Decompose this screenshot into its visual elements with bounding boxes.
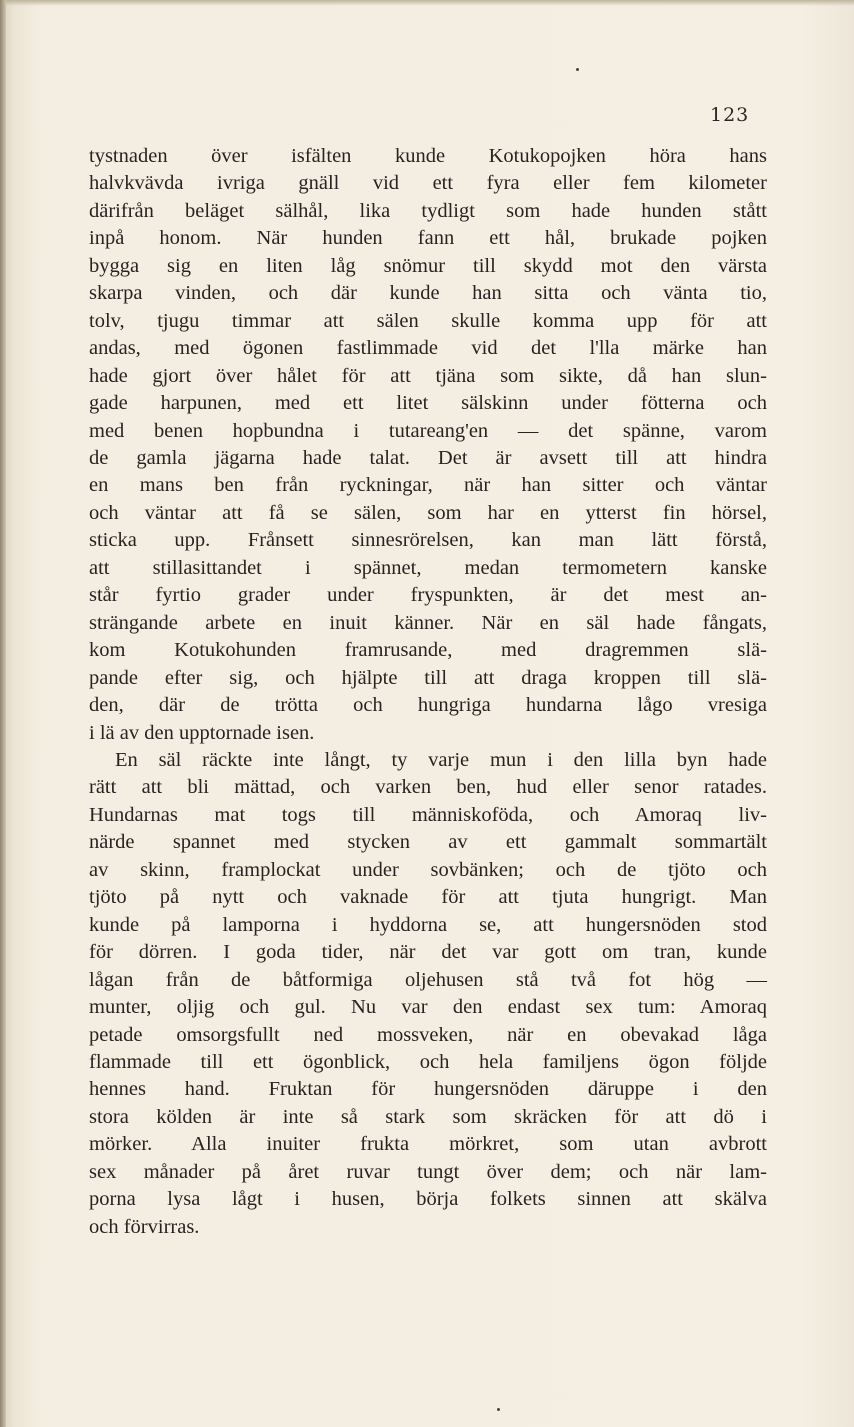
text-line: sticka upp. Frånsett sinnesrörelsen, kan man lätt förstå, xyxy=(89,529,767,552)
ink-speck xyxy=(497,1408,500,1411)
text-line: strängande arbete en inuit känner. När en säl hade fångats, xyxy=(89,611,767,634)
text-line: rätt att bli mättad, och varken ben, hud eller senor ratades. xyxy=(89,776,767,799)
ink-speck xyxy=(576,68,579,71)
text-line: hennes hand. Fruktan för hungersnöden däruppe i den xyxy=(89,1078,767,1101)
text-line: hade gjort över hålet för att tjäna som sikte, då han slun- xyxy=(89,364,767,387)
page-number: 123 xyxy=(710,104,750,126)
text-line: med benen hopbundna i tutareang'en — det spänne, varom xyxy=(89,419,767,442)
text-line: inpå honom. När hunden fann ett hål, brukade pojken xyxy=(89,227,767,250)
text-line: tolv, tjugu timmar att sälen skulle komma upp för att xyxy=(89,309,767,332)
text-line: en mans ben från ryckningar, när han sitter och väntar xyxy=(89,474,767,497)
text-line: därifrån beläget sälhål, lika tydligt som hade hunden stått xyxy=(89,199,767,222)
text-line: de gamla jägarna hade talat. Det är avsett till att hindra xyxy=(89,446,767,469)
text-line: flammade till ett ögonblick, och hela familjens ögon följde xyxy=(89,1050,767,1073)
text-line: närde spannet med stycken av ett gammalt sommartält xyxy=(89,831,767,854)
text-line: den, där de trötta och hungriga hundarna lågo vresiga xyxy=(89,694,767,717)
text-line: kunde på lamporna i hyddorna se, att hungersnöden stod xyxy=(89,913,767,936)
text-line: Hundarnas mat togs till människoföda, och Amoraq liv- xyxy=(89,803,767,826)
text-line: halvkvävda ivriga gnäll vid ett fyra eller fem kilometer xyxy=(89,172,767,195)
text-line: pande efter sig, och hjälpte till att draga kroppen till slä- xyxy=(89,666,767,689)
text-line: och väntar att få se sälen, som har en ytterst fin hörsel, xyxy=(89,501,767,524)
text-line: munter, oljig och gul. Nu var den endast sex tum: Amoraq xyxy=(89,996,767,1019)
body-text xyxy=(89,143,767,1241)
page-spine-shadow xyxy=(0,0,6,1427)
text-line: står fyrtio grader under fryspunkten, är det mest an- xyxy=(89,584,767,607)
text-line: i lä av den upptornade isen. xyxy=(89,721,315,744)
text-line: mörker. Alla inuiter frukta mörkret, som utan avbrott xyxy=(89,1133,767,1156)
paragraph-2 xyxy=(89,747,767,1241)
text-line: för dörren. I goda tider, när det var gott om tran, kunde xyxy=(89,941,767,964)
text-line: En säl räckte inte långt, ty varje mun i den lilla byn hade xyxy=(115,748,767,771)
text-line: tjöto på nytt och vaknade för att tjuta hungrigt. Man xyxy=(89,886,767,909)
text-line: att stillasittandet i spännet, medan termometern kanske xyxy=(89,556,767,579)
text-line: kom Kotukohunden framrusande, med dragremmen slä- xyxy=(89,639,767,662)
text-line: andas, med ögonen fastlimmade vid det l'lla märke han xyxy=(89,337,767,360)
page-top-edge xyxy=(6,0,854,6)
text-line: bygga sig en liten låg snömur till skydd mot den värsta xyxy=(89,254,767,277)
text-line: sex månader på året ruvar tungt över dem; och när lam- xyxy=(89,1160,767,1183)
text-line: stora kölden är inte så stark som skräcken för att dö i xyxy=(89,1105,767,1128)
text-line: gade harpunen, med ett litet sälskinn under fötterna och xyxy=(89,392,767,415)
text-line: av skinn, framplockat under sovbänken; och de tjöto och xyxy=(89,858,767,881)
text-line: tystnaden över isfälten kunde Kotukopojken höra hans xyxy=(89,145,767,167)
text-line: porna lysa lågt i husen, börja folkets sinnen att skälva xyxy=(89,1188,767,1211)
paragraph-1 xyxy=(89,143,767,747)
text-line: petade omsorgsfullt ned mossveken, när en obevakad låga xyxy=(89,1023,767,1046)
text-line: och förvirras. xyxy=(89,1215,200,1238)
text-line: lågan från de båtformiga oljehusen stå två fot hög — xyxy=(89,968,767,991)
text-line: skarpa vinden, och där kunde han sitta och vänta tio, xyxy=(89,282,767,305)
